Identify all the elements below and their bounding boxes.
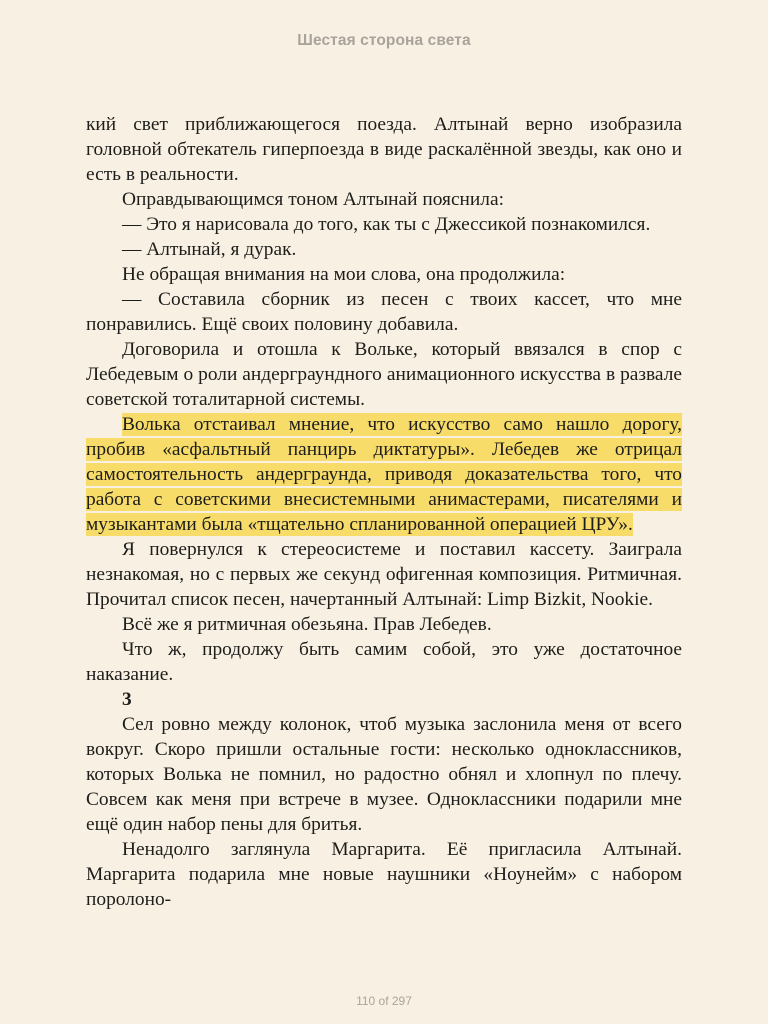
section-heading: 3 [122, 689, 132, 710]
paragraph[interactable]: Всё же я ритмичная обезьяна. Прав Лебедев. [122, 614, 492, 635]
page-text [86, 112, 682, 912]
book-title-header: Шестая сторона света [297, 32, 471, 49]
paragraph[interactable]: Оправдывающимся тоном Алтынай пояснила: [122, 189, 504, 210]
highlighted-paragraph[interactable] [86, 412, 682, 537]
highlight-span[interactable]: Волька отстаивал мнение, что искусство само нашло дорогу, пробив «асфальтный панцирь диктатуры». Лебедев же отрицал самостоятельность андерграунда, приводя доказательства того, что работа с советскими внесистемными анимастерами, писателями и музыкантами была «тщательно спланированной операцией ЦРУ». [86, 414, 682, 535]
paragraph[interactable]: Договорила и отошла к Вольке, который ввязался в спор с Лебедевым о роли андерграундного анимационного искусства в развале советской тоталитарной системы. [86, 339, 682, 410]
page-indicator: 110 of 297 [356, 994, 412, 1008]
paragraph[interactable]: кий свет приближающегося поезда. Алтынай верно изобразила головной обтекатель гиперпоезда в виде раскалённой звезды, как оно и есть в реальности. [86, 114, 682, 185]
paragraph[interactable]: Что ж, продолжу быть самим собой, это уже достаточное наказание. [86, 639, 682, 685]
paragraph[interactable]: Не обращая внимания на мои слова, она продолжила: [122, 264, 566, 285]
paragraph[interactable]: Сел ровно между колонок, чтоб музыка заслонила меня от всего вокруг. Скоро пришли остальные гости: несколько одноклассников, которых Волька не помнил, но радостно обнял и хлопнул по плечу. Совсем как меня при встрече в музее. Одноклассники подарили мне ещё один набор пены для бритья. [86, 714, 682, 835]
paragraph[interactable]: Я повернулся к стереосистеме и поставил кассету. Заиграла незнакомая, но с первых же секунд офигенная композиция. Ритмичная. Прочитал список песен, начертанный Алтынай: Limp Bizkit, Nookie. [86, 539, 682, 610]
paragraph[interactable]: — Алтынай, я дурак. [122, 239, 297, 260]
paragraph[interactable]: — Это я нарисовала до того, как ты с Джессикой познакомился. [122, 214, 651, 235]
paragraph[interactable]: Ненадолго заглянула Маргарита. Её пригласила Алтынай. Маргарита подарила мне новые наушники «Ноунейм» с набором поролоно- [86, 839, 682, 910]
paragraph[interactable]: — Составила сборник из песен с твоих кассет, что мне понравились. Ещё своих половину добавила. [86, 289, 682, 335]
